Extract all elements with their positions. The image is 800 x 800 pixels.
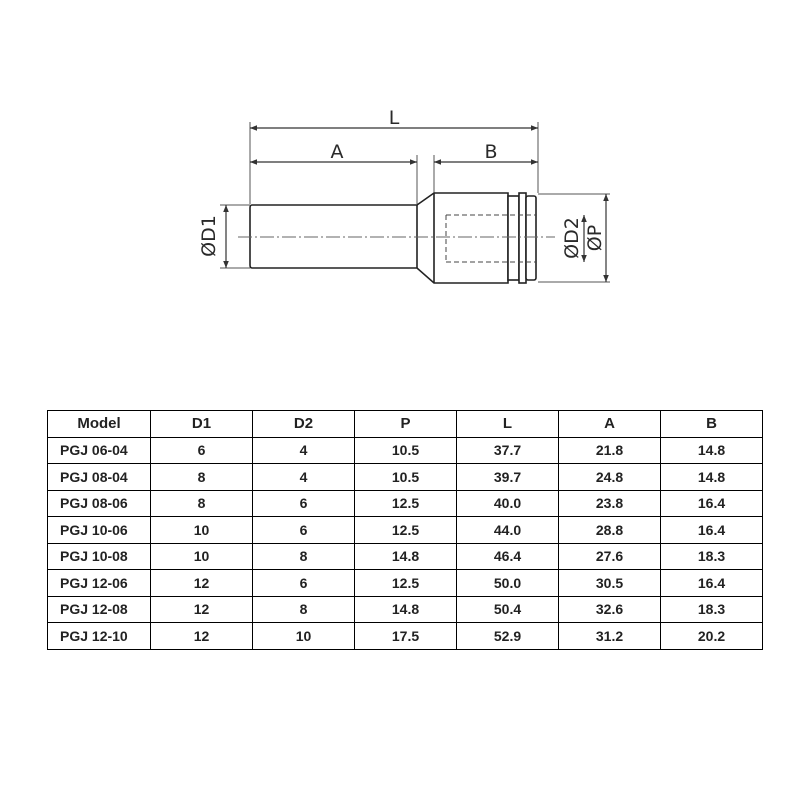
d1-cell: 12 [151, 623, 253, 650]
a-cell: 30.5 [559, 570, 661, 597]
b-cell: 16.4 [661, 517, 763, 544]
d2-cell: 4 [253, 437, 355, 464]
model-cell: PGJ 08-06 [48, 490, 151, 517]
specification-table [47, 410, 763, 650]
table-row [48, 437, 763, 464]
label-A: A [330, 141, 344, 163]
column-header-p: P [355, 411, 457, 438]
b-cell: 16.4 [661, 490, 763, 517]
d1-cell: 10 [151, 543, 253, 570]
label-D1: ØD1 [198, 215, 220, 257]
a-cell: 23.8 [559, 490, 661, 517]
model-cell: PGJ 12-10 [48, 623, 151, 650]
label-P: ØP [584, 224, 606, 252]
table-row [48, 543, 763, 570]
a-cell: 31.2 [559, 623, 661, 650]
table-row [48, 596, 763, 623]
table-row [48, 623, 763, 650]
a-cell: 21.8 [559, 437, 661, 464]
l-cell: 52.9 [457, 623, 559, 650]
d1-cell: 6 [151, 437, 253, 464]
d1-cell: 10 [151, 517, 253, 544]
b-cell: 18.3 [661, 543, 763, 570]
l-cell: 44.0 [457, 517, 559, 544]
model-cell: PGJ 06-04 [48, 437, 151, 464]
p-cell: 12.5 [355, 490, 457, 517]
table-header-row [48, 411, 763, 438]
column-header-b: B [661, 411, 763, 438]
d1-cell: 12 [151, 570, 253, 597]
d2-cell: 4 [253, 464, 355, 491]
b-cell: 20.2 [661, 623, 763, 650]
table-row [48, 490, 763, 517]
d2-cell: 10 [253, 623, 355, 650]
table-row [48, 464, 763, 491]
b-cell: 14.8 [661, 437, 763, 464]
d2-cell: 6 [253, 490, 355, 517]
l-cell: 39.7 [457, 464, 559, 491]
b-cell: 16.4 [661, 570, 763, 597]
d1-cell: 12 [151, 596, 253, 623]
p-cell: 10.5 [355, 437, 457, 464]
model-cell: PGJ 08-04 [48, 464, 151, 491]
column-header-l: L [457, 411, 559, 438]
l-cell: 46.4 [457, 543, 559, 570]
d2-cell: 6 [253, 517, 355, 544]
column-header-d2: D2 [253, 411, 355, 438]
column-header-model: Model [48, 411, 151, 438]
model-cell: PGJ 10-06 [48, 517, 151, 544]
label-D2: ØD2 [561, 217, 583, 259]
d1-cell: 8 [151, 490, 253, 517]
p-cell: 10.5 [355, 464, 457, 491]
l-cell: 50.4 [457, 596, 559, 623]
d2-cell: 6 [253, 570, 355, 597]
p-cell: 12.5 [355, 517, 457, 544]
d1-cell: 8 [151, 464, 253, 491]
label-B: B [484, 141, 498, 163]
a-cell: 32.6 [559, 596, 661, 623]
p-cell: 17.5 [355, 623, 457, 650]
d2-cell: 8 [253, 543, 355, 570]
p-cell: 14.8 [355, 596, 457, 623]
column-header-a: A [559, 411, 661, 438]
b-cell: 14.8 [661, 464, 763, 491]
model-cell: PGJ 12-08 [48, 596, 151, 623]
model-cell: PGJ 12-06 [48, 570, 151, 597]
a-cell: 27.6 [559, 543, 661, 570]
a-cell: 24.8 [559, 464, 661, 491]
column-header-d1: D1 [151, 411, 253, 438]
a-cell: 28.8 [559, 517, 661, 544]
b-cell: 18.3 [661, 596, 763, 623]
l-cell: 37.7 [457, 437, 559, 464]
p-cell: 12.5 [355, 570, 457, 597]
l-cell: 50.0 [457, 570, 559, 597]
fitting-body [250, 193, 536, 283]
l-cell: 40.0 [457, 490, 559, 517]
d2-cell: 8 [253, 596, 355, 623]
label-L: L [388, 107, 400, 129]
table-row [48, 570, 763, 597]
table-row [48, 517, 763, 544]
p-cell: 14.8 [355, 543, 457, 570]
model-cell: PGJ 10-08 [48, 543, 151, 570]
